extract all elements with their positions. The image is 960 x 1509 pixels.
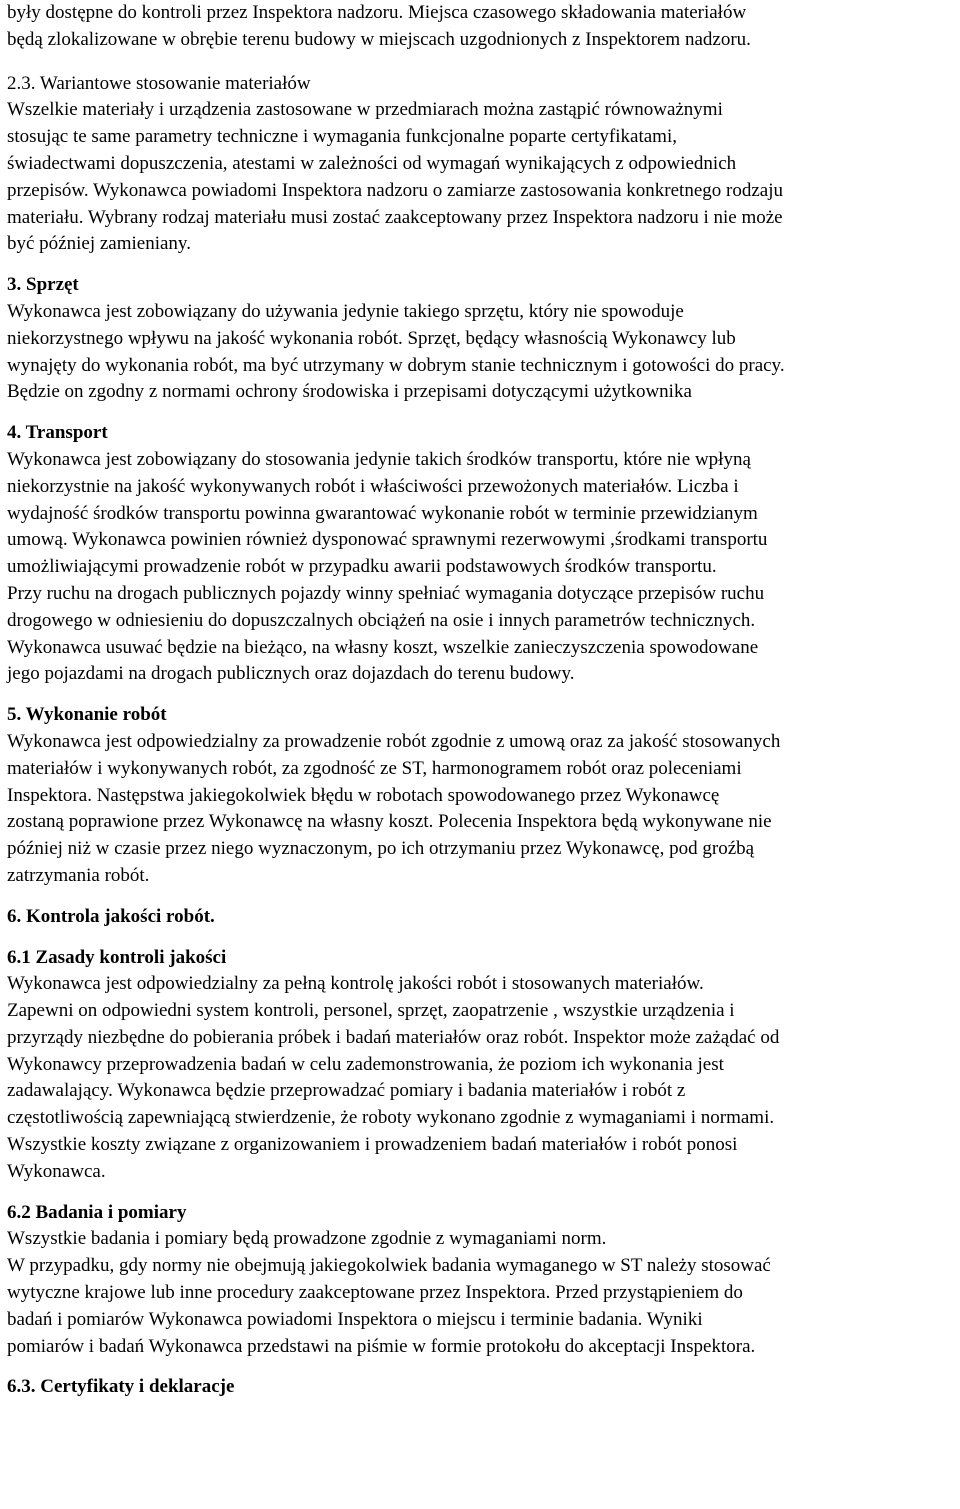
text-line: Wykonawca.	[7, 1160, 106, 1182]
text-line: będą zlokalizowane w obrębie terenu budowy w miejscach uzgodnionych z Inspektorem nadzoru.	[7, 28, 751, 50]
text-line: Przy ruchu na drogach publicznych pojazdy winny spełniać wymagania dotyczące przepisów ruchu	[7, 582, 765, 604]
text-line: umożliwiającymi prowadzenie robót w przypadku awarii podstawowych środków transportu.	[7, 556, 717, 578]
section-heading: 4. Transport	[7, 422, 108, 444]
text-line: wytyczne krajowe lub inne procedury zaakceptowane przez Inspektora. Przed przystąpieniem do	[7, 1282, 743, 1304]
text-line: niekorzystnego wpływu na jakość wykonania robót. Sprzęt, będący własnością Wykonawcy lub	[7, 327, 736, 349]
text-line: przyrządy niezbędne do pobierania próbek i badań materiałów oraz robót. Inspektor może zażądać od	[7, 1026, 780, 1048]
section-heading: 3. Sprzęt	[7, 274, 79, 296]
section-heading: 5. Wykonanie robót	[7, 704, 167, 726]
text-line: materiałów i wykonywanych robót, za zgodność ze ST, harmonogramem robót oraz poleceniami	[7, 757, 742, 779]
text-line: świadectwami dopuszczenia, atestami w zależności od wymagań wynikających z odpowiednich	[7, 152, 737, 174]
text-line: Wszelkie materiały i urządzenia zastosowane w przedmiarach można zastąpić równoważnymi	[7, 99, 723, 121]
section-4	[7, 420, 957, 688]
section-heading: 6.3. Certyfikaty i deklaracje	[7, 1376, 235, 1398]
text-line: później niż w czasie przez niego wyznaczonym, po ich otrzymaniu przez Wykonawcę, pod groźbą	[7, 838, 755, 860]
text-line: przepisów. Wykonawca powiadomi Inspektora nadzoru o zamiarze zastosowania konkretnego rodzaju	[7, 179, 783, 201]
text-line: Zapewni on odpowiedni system kontroli, personel, sprzęt, zaopatrzenie , wszystkie urządzenia i	[7, 1000, 735, 1022]
text-line: niekorzystnie na jakość wykonywanych robót i właściwości przewożonych materiałów. Liczba i	[7, 475, 739, 497]
section-6-1	[7, 945, 957, 1186]
section-5	[7, 702, 957, 890]
text-line: stosując te same parametry techniczne i wymagania funkcjonalne poparte certyfikatami,	[7, 126, 677, 148]
text-line: Wszystkie badania i pomiary będą prowadzone zgodnie z wymaganiami norm.	[7, 1228, 607, 1250]
section-6-2	[7, 1200, 957, 1361]
text-line: Wykonawca jest odpowiedzialny za prowadzenie robót zgodnie z umową oraz za jakość stosowanych	[7, 730, 781, 752]
document-page	[7, 0, 957, 1401]
text-line: Wykonawca jest zobowiązany do używania jedynie takiego sprzętu, który nie spowoduje	[7, 300, 684, 322]
text-line: wynajęty do wykonania robót, ma być utrzymany w dobrym stanie technicznym i gotowości do pracy.	[7, 354, 785, 376]
text-line: Wykonawcy przeprowadzenia badań w celu zademonstrowania, że poziom ich wykonania jest	[7, 1053, 724, 1075]
text-line: Wykonawca jest odpowiedzialny za pełną kontrolę jakości robót i stosowanych materiałów.	[7, 973, 704, 995]
text-line: Wszystkie koszty związane z organizowaniem i prowadzeniem badań materiałów i robót ponosi	[7, 1134, 738, 1156]
text-line: drogowego w odniesieniu do dopuszczalnych obciążeń na osie i innych parametrów technicznych.	[7, 609, 756, 631]
section-2-3	[7, 71, 957, 259]
text-line: materiału. Wybrany rodzaj materiału musi zostać zaakceptowany przez Inspektora nadzoru i nie może	[7, 206, 783, 228]
section-heading: 6.1 Zasady kontroli jakości	[7, 946, 227, 968]
text-line: Będzie on zgodny z normami ochrony środowiska i przepisami dotyczącymi użytkownika	[7, 381, 692, 403]
text-line: Wykonawca jest zobowiązany do stosowania jedynie takich środków transportu, które nie wpłyną	[7, 448, 751, 470]
section-heading: 6.2 Badania i pomiary	[7, 1201, 187, 1223]
section-6-3	[7, 1374, 957, 1401]
text-line: pomiarów i badań Wykonawca przedstawi na piśmie w formie protokołu do akceptacji Inspektora.	[7, 1335, 756, 1357]
section-heading: 2.3. Wariantowe stosowanie materiałów	[7, 72, 311, 94]
text-line: być później zamieniany.	[7, 233, 191, 255]
text-line: wydajność środków transportu powinna gwarantować wykonanie robót w terminie przewidzianym	[7, 502, 758, 524]
text-line: umową. Wykonawca powinien również dysponować sprawnymi rezerwowymi ,środkami transportu	[7, 529, 768, 551]
section-heading: 6. Kontrola jakości robót.	[7, 905, 215, 927]
text-line: badań i pomiarów Wykonawca powiadomi Inspektora o miejscu i terminie badania. Wyniki	[7, 1308, 703, 1330]
text-line: zadawalający. Wykonawca będzie przeprowadzać pomiary i badania materiałów i robót z	[7, 1080, 686, 1102]
text-line: były dostępne do kontroli przez Inspektora nadzoru. Miejsca czasowego składowania materiałów	[7, 2, 747, 23]
text-line: W przypadku, gdy normy nie obejmują jakiegokolwiek badania wymaganego w ST należy stosować	[7, 1255, 771, 1277]
text-line: jego pojazdami na drogach publicznych oraz dojazdach do terenu budowy.	[7, 663, 575, 685]
text-line: zatrzymania robót.	[7, 864, 150, 886]
section-6	[7, 904, 957, 931]
text-line: Wykonawca usuwać będzie na bieżąco, na własny koszt, wszelkie zanieczyszczenia spowodowane	[7, 636, 759, 658]
text-line: zostaną poprawione przez Wykonawcę na własny koszt. Polecenia Inspektora będą wykonywane nie	[7, 811, 772, 833]
text-line: Inspektora. Następstwa jakiegokolwiek błędu w robotach spowodowanego przez Wykonawcę	[7, 784, 720, 806]
text-line: częstotliwością zapewniającą stwierdzenie, że roboty wykonano zgodnie z wymaganiami i normami.	[7, 1107, 775, 1129]
intro-paragraph	[7, 0, 957, 54]
section-3	[7, 272, 957, 406]
